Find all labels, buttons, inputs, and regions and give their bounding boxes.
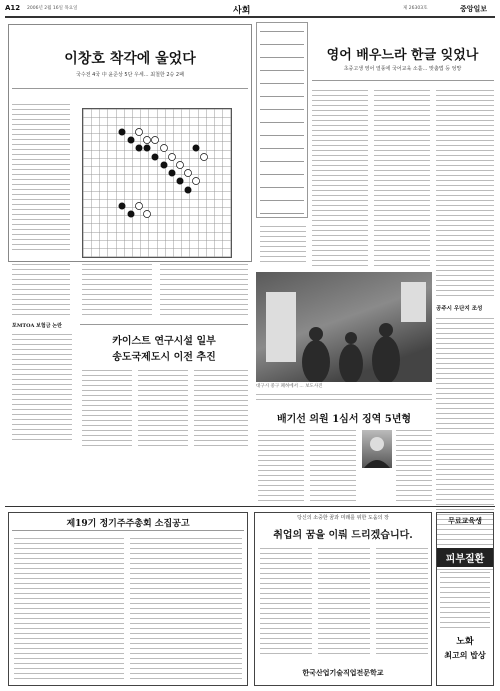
- job-school-list1: [260, 546, 312, 658]
- index-lines: [260, 26, 304, 214]
- job-school-tagline: 당신의 소중한 꿈과 미래를 위한 도움의 장: [297, 515, 389, 521]
- english-subhead: 초중고생 영어 열풍에 국어교육 소홀… 맞춤법 등 엉망: [343, 66, 462, 72]
- clinic-ad-big: 피부질환: [437, 548, 493, 567]
- page-number: A12: [5, 4, 21, 12]
- english-text-col4: [260, 224, 306, 266]
- baduk-text-col2: [12, 262, 70, 318]
- newspaper-logo: 중앙일보: [460, 4, 488, 13]
- shareholder-notice-title: 제19기 정기주주총회 소집공고: [66, 519, 190, 529]
- side-article-text: [436, 316, 494, 436]
- campus-text-col3: [194, 368, 248, 446]
- section-title: 사회: [233, 6, 251, 16]
- english-text-col1: [312, 88, 368, 266]
- small-article-left-title: 포MTOA 보험금 논란: [12, 323, 62, 329]
- clinic-ad-text: [440, 570, 490, 628]
- page-date: 2006년 2월 16일 목요일: [27, 6, 78, 11]
- shareholder-notice-text1: [14, 536, 124, 680]
- lawmaker-headline: 배기선 의원 1심서 징역 5년형: [276, 414, 412, 425]
- lawmaker-text-col3: [396, 428, 432, 502]
- english-headline: 영어 배우느라 한글 잊었나: [326, 48, 479, 63]
- baduk-divider: [12, 88, 248, 89]
- baduk-subhead: 국수전 4국 中 윤준상 5단 우세… 최철한 2승 2패: [76, 72, 184, 78]
- page-header: [5, 3, 495, 15]
- english-divider: [312, 80, 494, 81]
- english-text-col3: [436, 88, 494, 298]
- baduk-text-col1: [12, 102, 70, 254]
- side-article-title: 공주시 우단지 조성: [436, 306, 483, 312]
- lawmaker-text-col2: [310, 428, 356, 502]
- baduk-text-col3: [82, 262, 152, 318]
- small-article-left-text: [12, 332, 72, 442]
- photo-caption: 대구시 중구 폐허에서 ... 보도사진: [256, 384, 323, 389]
- clinic-ad-top: 무료교육생: [448, 516, 482, 525]
- shareholder-notice-text2: [130, 536, 242, 680]
- baduk-headline: 이창호 착각에 울었다: [64, 51, 196, 67]
- campus-text-col2: [138, 368, 188, 446]
- baduk-text-col4: [160, 262, 248, 318]
- issue-number: 제 26303호: [403, 6, 428, 11]
- caption-lines: [256, 392, 432, 404]
- shareholder-notice-rule: [12, 530, 244, 531]
- english-text-col2: [374, 88, 430, 266]
- photo-figures: [256, 272, 432, 382]
- job-school-list3: [376, 546, 428, 658]
- header-rule: [5, 16, 495, 18]
- job-school-list2: [318, 546, 370, 658]
- go-stones: [82, 108, 232, 258]
- ad-section-rule: [5, 506, 495, 507]
- job-school-name: 한국산업기술직업전문학교: [302, 668, 384, 677]
- campus-headline: 카이스트 연구시설 일부: [112, 336, 216, 347]
- campus-top-rule: [80, 324, 248, 325]
- clinic-ad-bottom1: 노화: [456, 637, 474, 647]
- campus-headline2: 송도국제도시 이전 추진: [112, 352, 216, 363]
- job-school-title: 취업의 꿈을 이뤄 드리겠습니다.: [273, 530, 413, 541]
- clinic-ad-bottom2: 최고의 밥상: [444, 650, 486, 660]
- campus-text-col1: [82, 368, 132, 446]
- portrait-figure: [362, 430, 392, 468]
- lawmaker-text-col1: [258, 428, 304, 502]
